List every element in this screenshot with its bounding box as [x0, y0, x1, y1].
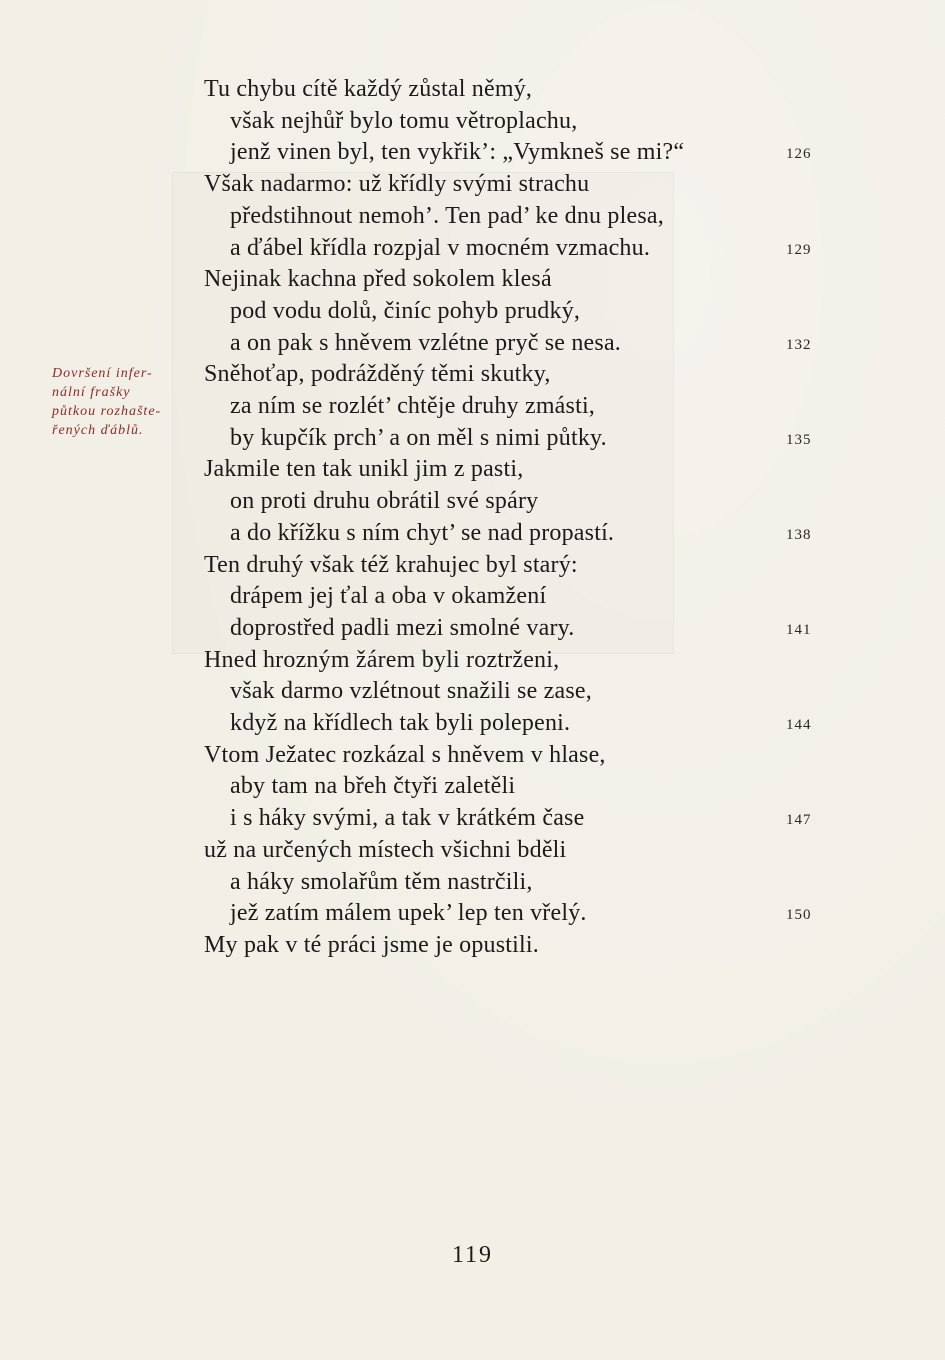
verse-line: Však nadarmo: už křídly svými strachu — [204, 171, 590, 197]
line-number: 129 — [786, 242, 812, 258]
verse-line: on proti druhu obrátil své spáry — [230, 488, 539, 514]
verse-line: Nejinak kachna před sokolem klesá — [204, 266, 552, 292]
line-number: 144 — [786, 717, 812, 733]
verse-line: předstihnout nemoh’. Ten pad’ ke dnu plesa, — [230, 203, 664, 229]
verse-line: doprostřed padli mezi smolné vary. — [230, 615, 575, 641]
verse-line: a háky smolařům těm nastrčili, — [230, 869, 533, 895]
verse-line: My pak v té práci jsme je opustili. — [204, 932, 539, 958]
verse-line: drápem jej ťal a oba v okamžení — [230, 583, 547, 609]
verse-line: Vtom Ježatec rozkázal s hněvem v hlase, — [204, 742, 606, 768]
verse-line: Jakmile ten tak unikl jim z pasti, — [204, 456, 524, 482]
verse-line: pod vodu dolů, činíc pohyb prudký, — [230, 298, 581, 324]
line-number: 150 — [786, 907, 812, 923]
verse-line: a do křížku s ním chyt’ se nad propastí. — [230, 520, 615, 546]
verse-line: jež zatím málem upek’ lep ten vřelý. — [230, 900, 587, 926]
verse-line: jenž vinen byl, ten vykřik’: „Vymkneš se mi?“ — [230, 139, 685, 165]
line-number: 132 — [786, 337, 812, 353]
verse-line: Sněhoťap, podrážděný těmi skutky, — [204, 361, 551, 387]
verse-line: však darmo vzlétnout snažili se zase, — [230, 678, 592, 704]
verse-line: za ním se rozlét’ chtěje druhy zmásti, — [230, 393, 596, 419]
verse-line: Tu chybu cítě každý zůstal němý, — [204, 76, 533, 102]
verse-line: Ten druhý však též krahujec byl starý: — [204, 552, 578, 578]
verse-line: a ďábel křídla rozpjal v mocném vzmachu. — [230, 235, 651, 261]
margin-note-line: řených ďáblů. — [52, 423, 144, 438]
page-number: 119 — [451, 1242, 494, 1268]
verse-line: Hned hrozným žárem byli roztrženi, — [204, 647, 560, 673]
verse-line: když na křídlech tak byli polepeni. — [230, 710, 571, 736]
verse-line: aby tam na břeh čtyři zaletěli — [230, 773, 516, 799]
margin-note-line: nální frašky — [52, 385, 131, 400]
verse-line: však nejhůř bylo tomu větroplachu, — [230, 108, 578, 134]
verse-line: by kupčík prch’ a on měl s nimi půtky. — [230, 425, 607, 451]
line-number: 138 — [786, 527, 812, 543]
line-number: 126 — [786, 146, 812, 162]
line-number: 147 — [786, 812, 812, 828]
verse-line: a on pak s hněvem vzlétne pryč se nesa. — [230, 330, 621, 356]
line-number: 141 — [786, 622, 812, 638]
margin-note-line: půtkou rozhašte- — [52, 404, 162, 419]
verse-line: už na určených místech všichni bděli — [204, 837, 567, 863]
margin-note — [52, 364, 182, 440]
line-number: 135 — [786, 432, 812, 448]
verse-line: i s háky svými, a tak v krátkém čase — [230, 805, 585, 831]
margin-note-line: Dovršení infer- — [52, 366, 153, 381]
